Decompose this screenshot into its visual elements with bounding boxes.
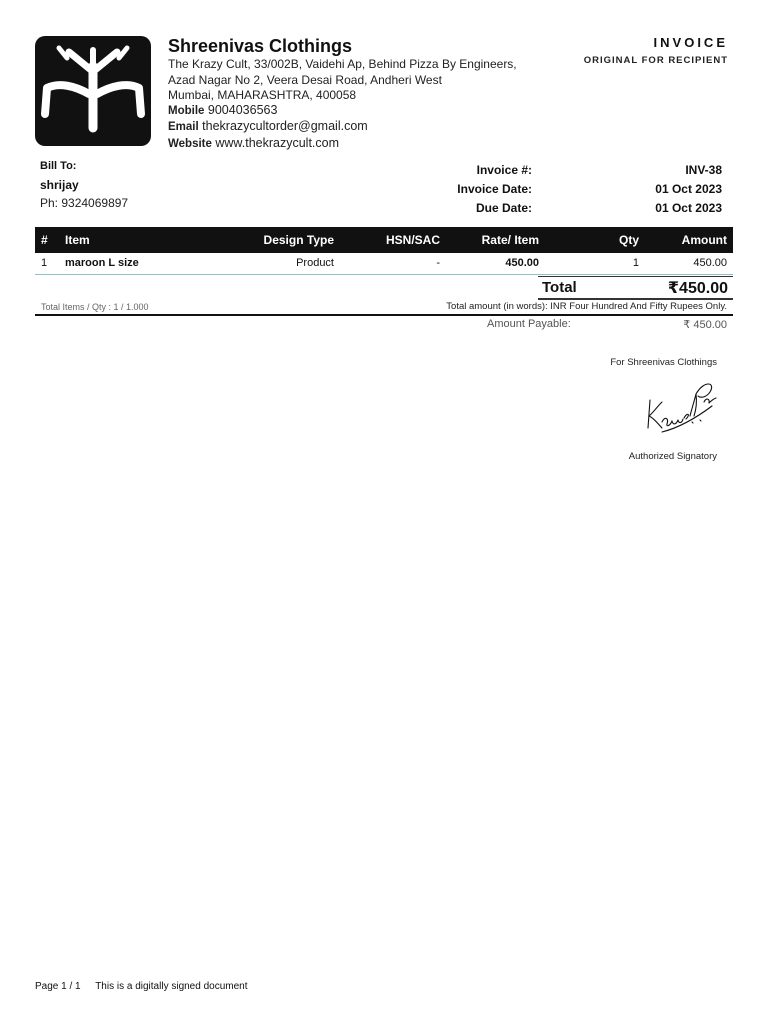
col-amount: Amount bbox=[645, 227, 733, 253]
invoice-date: 01 Oct 2023 bbox=[655, 181, 722, 196]
invoice-heading bbox=[584, 35, 728, 66]
divider bbox=[35, 314, 733, 316]
customer-name: shrijay bbox=[40, 178, 79, 192]
amount-payable-label: Amount Payable: bbox=[487, 318, 571, 330]
due-date-label: Due Date: bbox=[475, 200, 532, 215]
email-label: Email bbox=[168, 121, 199, 133]
signature bbox=[640, 372, 722, 440]
due-date: 01 Oct 2023 bbox=[655, 200, 722, 215]
total-label: Total bbox=[542, 279, 577, 296]
mobile-line bbox=[168, 103, 548, 120]
invoice-date-label: Invoice Date: bbox=[457, 181, 532, 196]
for-company-line: For Shreenivas Clothings bbox=[610, 357, 717, 368]
customer-phone: Ph: 9324069897 bbox=[40, 196, 129, 210]
website-line bbox=[168, 136, 548, 153]
logo-emblem-icon bbox=[35, 36, 151, 146]
website-label: Website bbox=[168, 137, 212, 150]
invoice-meta bbox=[420, 160, 722, 217]
row-design-type: Product bbox=[229, 253, 340, 274]
address-line-2: Azad Nagar No 2, Veera Desai Road, Andheri West bbox=[168, 72, 442, 87]
col-number: # bbox=[35, 227, 59, 253]
row-amount: 450.00 bbox=[645, 253, 733, 274]
invoice-subtitle: ORIGINAL FOR RECIPIENT bbox=[583, 55, 728, 66]
digital-sign-note: This is a digitally signed document bbox=[95, 981, 248, 992]
bill-to bbox=[40, 160, 128, 210]
invoice-title: INVOICE bbox=[653, 35, 728, 50]
total-items-qty: Total Items / Qty : 1 / 1.000 bbox=[41, 302, 149, 312]
email-value: thekrazycultorder@gmail.com bbox=[202, 119, 368, 133]
col-rate: Rate/ Item bbox=[446, 227, 545, 253]
total-box bbox=[538, 276, 733, 300]
address-line-3: Mumbai, MAHARASHTRA, 400058 bbox=[168, 88, 357, 102]
row-hsn-sac: - bbox=[340, 253, 446, 274]
mobile-value: 9004036563 bbox=[207, 102, 278, 117]
invoice-number-label: Invoice #: bbox=[476, 162, 532, 177]
footer bbox=[35, 981, 260, 992]
col-hsn-sac: HSN/SAC bbox=[340, 227, 446, 253]
bill-to-label: Bill To: bbox=[40, 160, 77, 172]
amount-payable-value: ₹ 450.00 bbox=[683, 319, 727, 331]
invoice-date-row bbox=[420, 179, 722, 198]
website-value: www.thekrazycult.com bbox=[215, 135, 340, 150]
company-name: Shreenivas Clothings bbox=[168, 36, 353, 56]
row-qty: 1 bbox=[545, 253, 645, 274]
col-qty: Qty bbox=[545, 227, 645, 253]
col-design-type: Design Type bbox=[229, 227, 340, 253]
company-logo bbox=[35, 36, 151, 146]
authorized-signatory: Authorized Signatory bbox=[628, 451, 717, 462]
total-value: ₹450.00 bbox=[667, 279, 728, 297]
mobile-label: Mobile bbox=[168, 104, 205, 117]
company-info bbox=[168, 36, 548, 152]
invoice-number-row bbox=[420, 160, 722, 179]
page-number: Page 1 / 1 bbox=[35, 981, 81, 992]
col-item: Item bbox=[59, 227, 229, 253]
row-rate: 450.00 bbox=[446, 253, 545, 274]
address-line-1: The Krazy Cult, 33/002B, Vaidehi Ap, Behind Pizza By Engineers, bbox=[168, 57, 517, 71]
row-number: 1 bbox=[35, 253, 59, 274]
table-header-row bbox=[35, 227, 733, 253]
table-row bbox=[35, 253, 733, 274]
items-table bbox=[35, 227, 733, 275]
email-line bbox=[168, 119, 548, 136]
amount-in-words: Total amount (in words): INR Four Hundred And Fifty Rupees Only. bbox=[446, 301, 727, 312]
row-item: maroon L size bbox=[59, 253, 229, 274]
invoice-number: INV-38 bbox=[685, 162, 722, 177]
due-date-row bbox=[420, 198, 722, 217]
